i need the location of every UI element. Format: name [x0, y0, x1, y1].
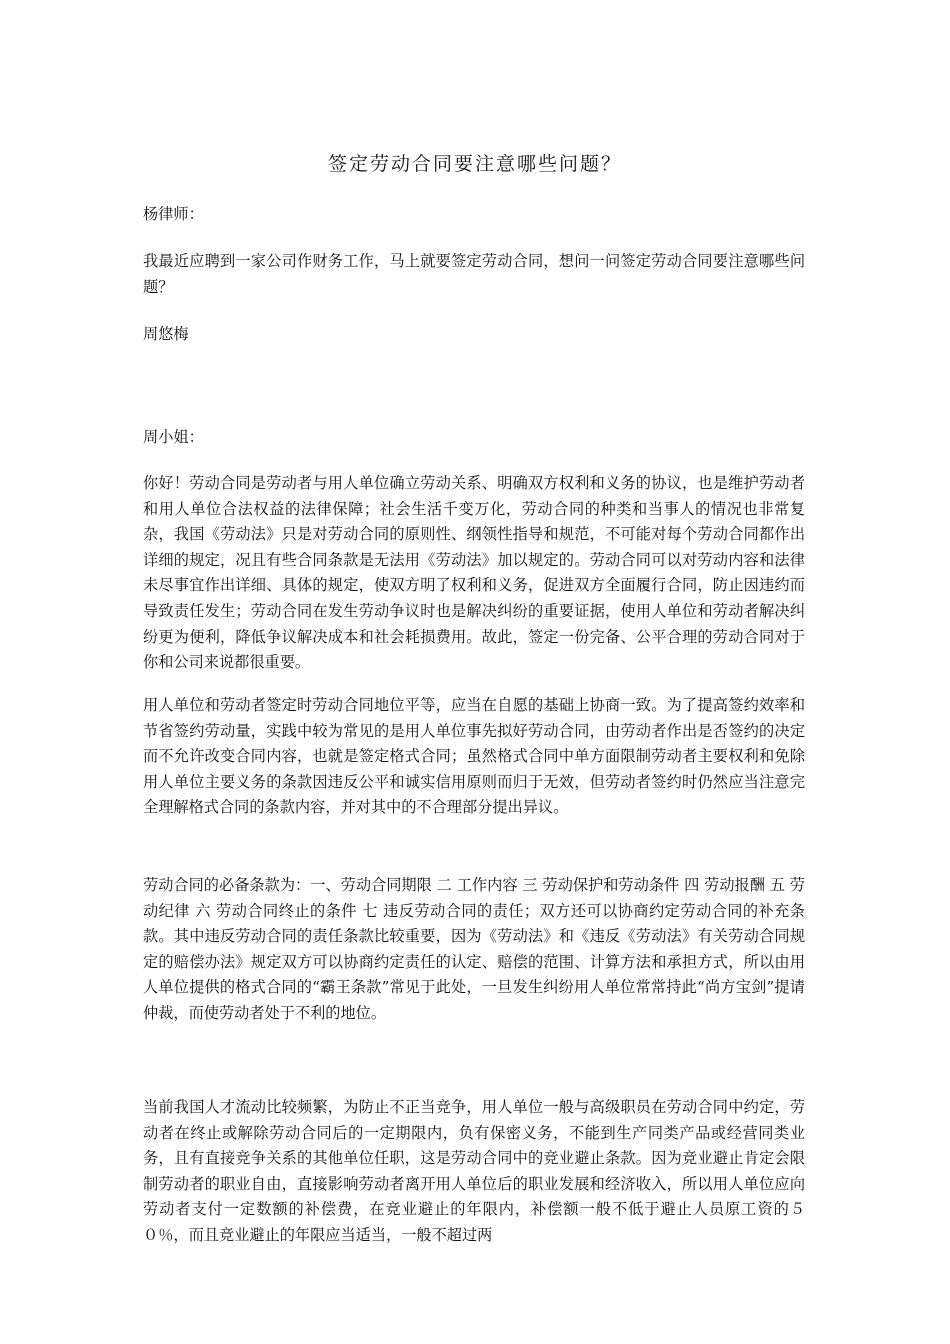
answer-salutation: 周小姐： [143, 428, 204, 446]
question-text: 我最近应聘到一家公司作财务工作，马上就要签定劳动合同，想问一问签定劳动合同要注意哪些问题？ [143, 252, 805, 296]
answer-paragraph: 当前我国人才流动比较频繁，为防止不正当竞争，用人单位一般与高级职员在劳动合同中约定，劳动者在终止或解除劳动合同后的一定期限内，负有保密义务，不能到生产同类产品或经营同类业务，且有直接竞争关系的其他单位任职，这是劳动合同中的竞业避止条款。因为竞业避止肯定会限制劳动者的职业自由，直接影响劳动者离开用人单位后的职业发展和经济收入，所以用人单位应向劳动者支付一定数额的补偿费，在竞业避止的年限内，补偿额一般不低于避止人员原工资的５０％，而且竞业避止的年限应当适当，一般不超过两 [143, 1098, 805, 1244]
question-signature: 周悠梅 [143, 325, 189, 343]
document-title: 签定劳动合同要注意哪些问题？ [327, 153, 622, 175]
answer-paragraph: 用人单位和劳动者签定时劳动合同地位平等，应当在自愿的基础上协商一致。为了提高签约效率和节省签约劳动量，实践中较为常见的是用人单位事先拟好劳动合同，由劳动者作出是否签约的决定而不允许改变合同内容，也就是签定格式合同；虽然格式合同中单方面限制劳动者主要权利和免除用人单位主要义务的条款因违反公平和诚实信用原则而归于无效，但劳动者签约时仍然应当注意完全理解格式合同的条款内容，并对其中的不合理部分提出异议。 [143, 696, 805, 817]
answer-paragraph: 劳动合同的必备条款为：一、劳动合同期限 二 工作内容 三 劳动保护和劳动条件 四 劳动报酬 五 劳动纪律 六 劳动合同终止的条件 七 违反劳动合同的责任；双方还可以协商约定劳动合同的补充条款。其中违反劳动合同的责任条款比较重要，因为《劳动法》和《违反《劳动法》有关劳动合同规定的赔偿办法》规定双方可以协商约定责任的认定、赔偿的范围、计算方法和承担方式，所以由用人单位提供的格式合同的“霸王条款”常见于此处，一旦发生纠纷用人单位常常持此“尚方宝剑”提请仲裁，而使劳动者处于不利的地位。 [143, 876, 805, 1022]
answer-paragraph: 你好！劳动合同是劳动者与用人单位确立劳动关系、明确双方权利和义务的协议，也是维护劳动者和用人单位合法权益的法律保障；社会生活千变万化，劳动合同的种类和当事人的情况也非常复杂，我国《劳动法》只是对劳动合同的原则性、纲领性指导和规范，不可能对每个劳动合同都作出详细的规定，况且有些合同条款是无法用《劳动法》加以规定的。劳动合同可以对劳动内容和法律未尽事宜作出详细、具体的规定，使双方明了权利和义务，促进双方全面履行合同，防止因违约而导致责任发生；劳动合同在发生劳动争议时也是解决纠纷的重要证据，使用人单位和劳动者解决纠纷更为便利，降低争议解决成本和社会耗损费用。故此，签定一份完备、公平合理的劳动合同对于你和公司来说都很重要。 [143, 474, 805, 672]
question-salutation: 杨律师： [143, 205, 204, 223]
